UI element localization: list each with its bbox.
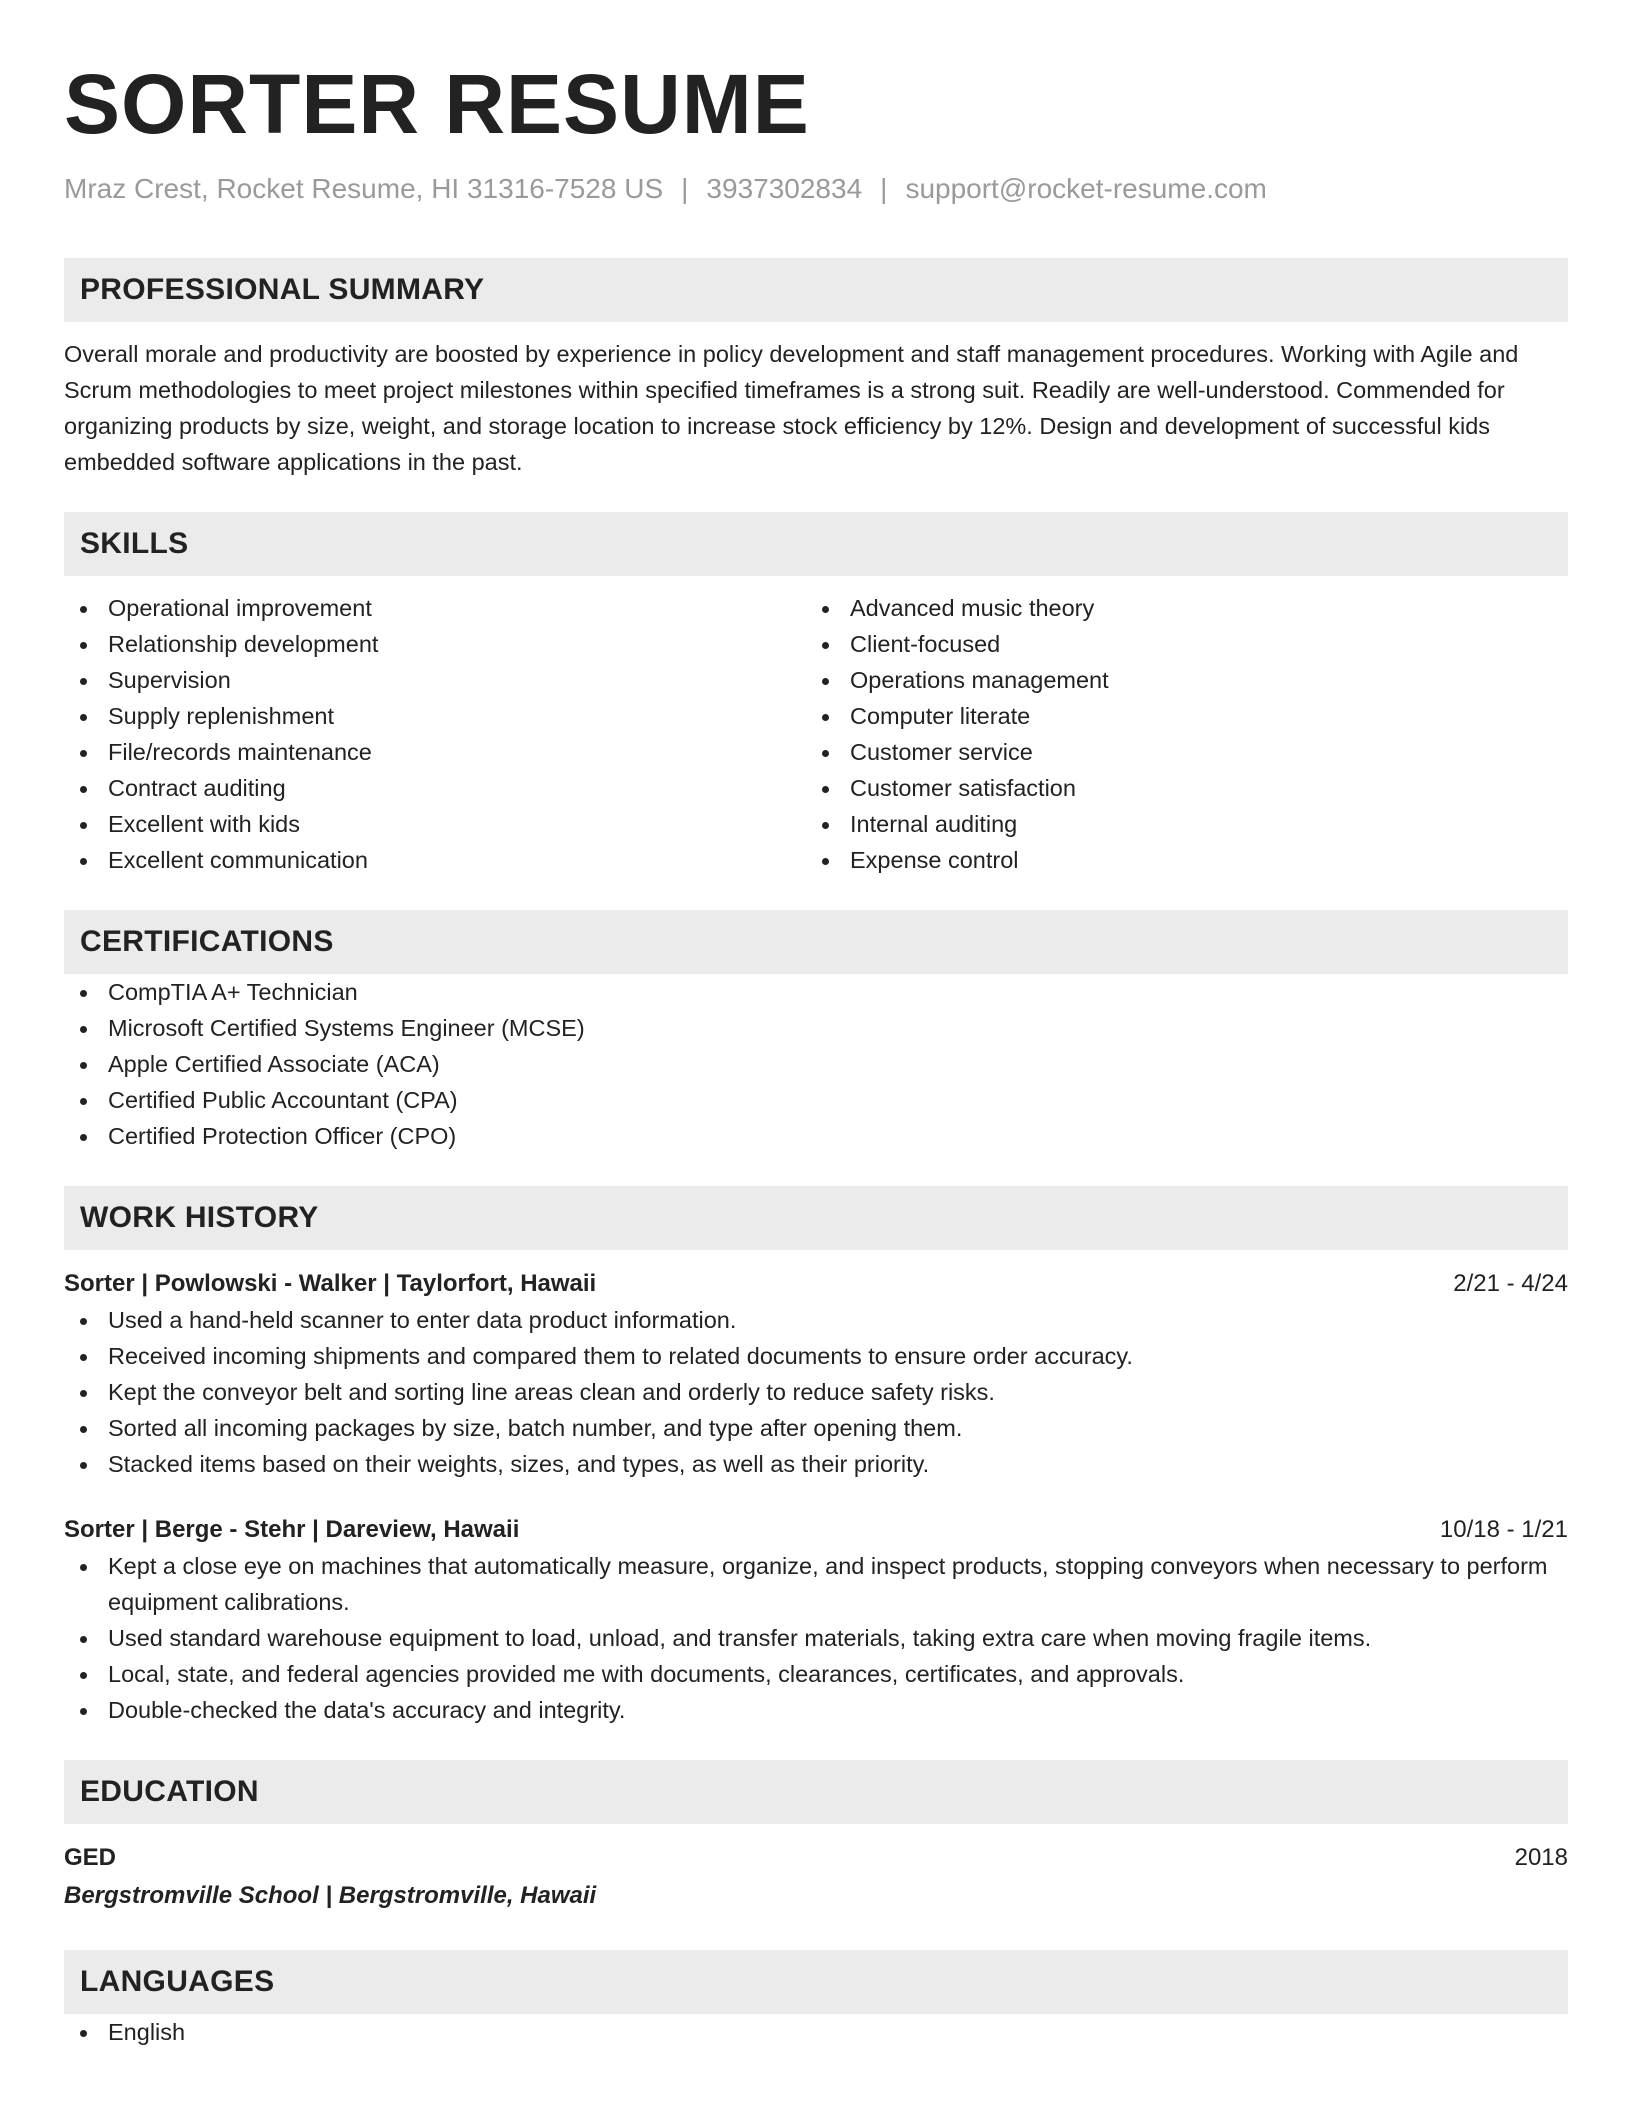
certifications-heading: CERTIFICATIONS [64,910,1568,974]
contact-separator: | [880,173,888,204]
job-duty: Kept the conveyor belt and sorting line areas clean and orderly to reduce safety risks. [64,1374,1568,1410]
job-dates: 10/18 - 1/21 [1439,1516,1568,1543]
contact-separator: | [681,173,689,204]
skills-column-left [64,590,806,878]
job-duty: Kept a close eye on machines that automatically measure, organize, and inspect products, stopping conveyors when necessary to perform equipment calibrations. [64,1548,1568,1620]
summary-heading: PROFESSIONAL SUMMARY [64,258,1568,322]
languages-heading: LANGUAGES [64,1950,1568,2014]
skill-item: Customer satisfaction [806,770,1548,806]
job-title: Sorter | Powlowski - Walker | Taylorfort, Hawaii [64,1270,597,1297]
skill-item: Contract auditing [64,770,806,806]
skill-item: Operational improvement [64,590,806,626]
certification-item: CompTIA A+ Technician [64,974,1568,1010]
certifications-list [64,974,1568,1154]
skill-item: Expense control [806,842,1548,878]
certification-item: Microsoft Certified Systems Engineer (MCSE) [64,1010,1568,1046]
contact-email: support@rocket-resume.com [905,173,1267,204]
skill-item: Advanced music theory [806,590,1548,626]
education-degree: GED [64,1844,117,1871]
certification-item: Certified Protection Officer (CPO) [64,1118,1568,1154]
summary-text: Overall morale and productivity are boosted by experience in policy development and staff management procedures. Working with Agile and Scrum methodologies to meet project milestones within specified timeframes is a strong suit. Readily are well-understood. Commended for organizing products by size, weight, and storage location to increase stock efficiency by 12%. Design and development of successful kids embedded software applications in the past. [64,341,1519,475]
certification-item: Certified Public Accountant (CPA) [64,1082,1568,1118]
languages-list [64,2014,1568,2050]
job-duty: Used standard warehouse equipment to load, unload, and transfer materials, taking extra care when moving fragile items. [64,1620,1568,1656]
skills-heading: SKILLS [64,512,1568,576]
skill-item: Computer literate [806,698,1548,734]
education-header [64,1840,1568,1876]
skills-grid [64,590,1568,878]
skill-item: Customer service [806,734,1548,770]
job-duties-list [64,1548,1568,1728]
work-history-heading: WORK HISTORY [64,1186,1568,1250]
skill-item: Relationship development [64,626,806,662]
job-duty: Used a hand-held scanner to enter data product information. [64,1302,1568,1338]
skill-item: Supervision [64,662,806,698]
job-entry [64,1266,1568,1482]
certification-item: Apple Certified Associate (ACA) [64,1046,1568,1082]
skills-column-right [806,590,1548,878]
skill-item: File/records maintenance [64,734,806,770]
skill-item: Client-focused [806,626,1548,662]
skill-item: Excellent with kids [64,806,806,842]
job-dates: 2/21 - 4/24 [1453,1270,1568,1297]
skill-item: Supply replenishment [64,698,806,734]
job-header [64,1266,1568,1302]
education-school: Bergstromville School | Bergstromville, Hawaii [64,1882,597,1909]
language-item: English [64,2014,1568,2050]
job-duty: Local, state, and federal agencies provided me with documents, clearances, certificates, and approvals. [64,1656,1568,1692]
job-duties-list [64,1302,1568,1482]
education-heading: EDUCATION [64,1760,1568,1824]
job-header [64,1512,1568,1548]
job-entry [64,1512,1568,1728]
education-entry [64,1840,1568,1914]
job-duty: Stacked items based on their weights, sizes, and types, as well as their priority. [64,1446,1568,1482]
resume-title: SORTER RESUME [64,57,810,151]
contact-line [64,172,1568,206]
skill-item: Internal auditing [806,806,1548,842]
education-year: 2018 [1514,1844,1568,1871]
job-title: Sorter | Berge - Stehr | Dareview, Hawaii [64,1516,520,1543]
skill-item: Operations management [806,662,1548,698]
job-duty: Sorted all incoming packages by size, batch number, and type after opening them. [64,1410,1568,1446]
contact-address: Mraz Crest, Rocket Resume, HI 31316-7528 US [64,173,664,204]
job-duty: Received incoming shipments and compared them to related documents to ensure order accuracy. [64,1338,1568,1374]
contact-phone: 3937302834 [706,173,863,204]
skill-item: Excellent communication [64,842,806,878]
job-duty: Double-checked the data's accuracy and integrity. [64,1692,1568,1728]
